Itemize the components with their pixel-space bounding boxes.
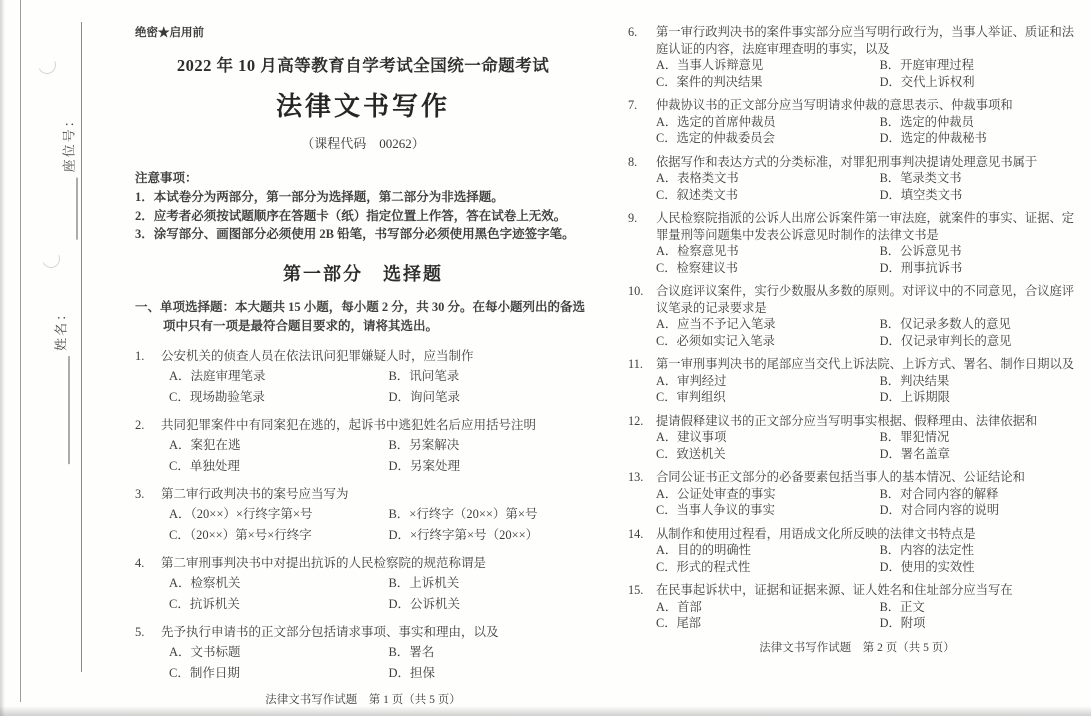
option-a: A．法庭审理笔录 (169, 368, 266, 383)
question-number: 3. (135, 486, 145, 501)
option-c: C．致送机关 (656, 446, 726, 461)
question-item (628, 469, 1086, 519)
option-b: B．讯问笔录 (388, 368, 460, 383)
question-item (135, 622, 591, 685)
option-d: D．询问笔录 (388, 390, 460, 404)
option-c: C．形式的程式性 (656, 559, 751, 574)
option-b: B．上诉机关 (388, 575, 460, 590)
question-stem: 从制作和使用过程看，用语成文化所反映的法律文书特点是 (656, 526, 976, 541)
option-b: B．选定的仲裁员 (879, 114, 974, 129)
option-c: C．抗诉机关 (169, 597, 240, 611)
question-stem: 合同公证书正文部分的必备要素包括当事人的基本情况、公证结论和 (656, 470, 1025, 484)
question-item (135, 553, 591, 616)
course-code: （课程代码 00262） (301, 136, 425, 151)
question-item (628, 356, 1086, 406)
section-title: 第一部分 选择题 (283, 263, 443, 284)
option-d: D．刑事抗诉书 (879, 260, 963, 275)
question-number: 7. (628, 98, 638, 112)
question-stem: 公安机关的侦查人员在依法讯问犯罪嫌疑人时，应当制作 (161, 348, 474, 363)
exam-page-2 (628, 24, 1086, 655)
option-d: D．×行终字第×号（20××） (388, 528, 539, 542)
page-footer: 法律文书写作试题 第 1 页（共 5 页） (265, 693, 461, 706)
option-b: B．正文 (879, 599, 925, 614)
option-a: A．建议事项 (656, 430, 727, 444)
name-text: 姓名： (53, 305, 69, 351)
question-stem: 依据写作和表达方式的分类标准，对罪犯刑事判决提请处理意见书属于 (656, 154, 1038, 169)
question-stem: 合议庭评议案件，实行少数服从多数的原则。对评议中的不同意见，合议庭评议笔录的记录要求是 (656, 284, 1075, 315)
question-number: 2. (135, 417, 145, 432)
question-item (628, 413, 1086, 463)
question-item (628, 582, 1086, 632)
notice-title: 注意事项： (135, 171, 198, 185)
question-stem: 人民检察院指派的公诉人出席公诉案件第一审法庭，就案件的事实、证据、定罪量刑等问题集中发表公诉意见时制作的法律文书是 (656, 211, 1075, 242)
question-item (628, 526, 1086, 576)
question-number: 11. (628, 357, 643, 371)
option-b: B．×行终字（20××）第×号 (388, 506, 538, 521)
option-a: A．检察意见书 (656, 244, 739, 258)
option-a: A．目的的明确性 (656, 543, 751, 557)
scan-artifact (39, 247, 62, 270)
option-a: A．审判经过 (656, 373, 727, 388)
option-b: B．笔录类文书 (879, 171, 962, 185)
question-stem: 共同犯罪案件中有同案犯在逃的，起诉书中逃犯姓名后应用括号注明 (161, 417, 537, 432)
notice-item: 2．应考者必须按试题顺序在答题卡（纸）指定位置上作答，答在试卷上无效。 (135, 208, 567, 223)
question-options (628, 486, 1086, 519)
question-number: 5. (135, 624, 145, 639)
option-b: B．开庭审理过程 (879, 58, 974, 72)
seat-number-text: 座位号： (61, 112, 77, 173)
question-stem: 仲裁协议书的正文部分应当写明请求仲裁的意思表示、仲裁事项和 (656, 98, 1013, 112)
option-a: A．应当不予记入笔录 (656, 317, 776, 331)
option-d: D．使用的实效性 (879, 559, 975, 574)
option-b: B．罪犯情况 (879, 430, 950, 444)
option-a: A．文书标题 (169, 644, 241, 659)
notice-item: 3．涂写部分、画图部分必须使用 2B 铅笔，书写部分必须使用黑色字迹签字笔。 (135, 227, 575, 241)
question-item (135, 415, 591, 478)
option-c: C．检察建议书 (656, 260, 738, 275)
option-b: B．署名 (388, 644, 435, 659)
exam-page-1 (135, 24, 591, 707)
question-options (628, 373, 1086, 406)
exam-session-title: 2022 年 10 月高等教育自学考试全国统一命题考试 (176, 56, 550, 75)
question-options (135, 435, 591, 478)
question-number: 12. (628, 413, 644, 428)
option-a: A．（20××）×行终字第×号 (169, 506, 313, 521)
option-b: B．对合同内容的解释 (879, 486, 999, 501)
subject-title: 法律文书写作 (275, 92, 450, 121)
option-c: C．单独处理 (169, 459, 240, 473)
option-d: D．署名盖章 (879, 446, 950, 461)
question-options (135, 642, 591, 685)
option-d: D．附项 (879, 616, 926, 630)
option-d: D．担保 (388, 666, 435, 680)
question-options (628, 599, 1086, 632)
seal-margin-inner-rule (81, 22, 82, 672)
question-number: 1. (135, 348, 145, 363)
option-a: A．检察机关 (169, 575, 241, 590)
option-d: D．填空类文书 (879, 187, 963, 202)
section-instruction: 一、单项选择题：本大题共 15 小题，每小题 2 分，共 30 分。在每小题列出的备选项中只有一项是最符合题目要求的，请将其选出。 (135, 299, 586, 333)
option-c: C．案件的判决结果 (656, 74, 763, 89)
option-c: C．当事人争议的事实 (656, 503, 775, 517)
option-b: B．判决结果 (879, 373, 950, 388)
option-c: C．制作日期 (169, 666, 240, 680)
question-stem: 第二审行政判决书的案号应当写为 (161, 486, 349, 501)
question-number: 4. (135, 555, 145, 570)
name-blank (57, 356, 70, 464)
option-b: B．另案解决 (388, 437, 460, 452)
option-c: C．尾部 (656, 616, 702, 630)
security-classification: 绝密★启用前 (135, 27, 204, 39)
option-d: D．公诉机关 (388, 597, 460, 611)
option-a: A．当事人诉辩意见 (656, 58, 764, 72)
option-c: C．现场勘验笔录 (169, 390, 265, 404)
question-item (135, 346, 591, 409)
notice-item: 1．本试卷分为两部分，第一部分为选择题，第二部分为非选择题。 (135, 190, 504, 204)
question-options (135, 366, 591, 409)
option-a: A．案犯在逃 (169, 437, 241, 452)
question-item (628, 97, 1086, 147)
name-label (51, 306, 70, 464)
question-number: 8. (628, 154, 638, 169)
option-a: A．公证处审查的事实 (656, 486, 776, 501)
scan-artifact (35, 53, 58, 76)
option-c: C．选定的仲裁委员会 (656, 131, 775, 145)
option-a: A．选定的首席仲裁员 (656, 114, 776, 129)
option-b: B．内容的法定性 (879, 543, 974, 557)
seal-margin-outer-rule (20, 0, 21, 702)
option-c: C．必须如实记入笔录 (656, 333, 775, 348)
question-number: 10. (628, 284, 644, 298)
option-b: B．公诉意见书 (879, 244, 962, 258)
question-item (628, 24, 1086, 90)
option-d: D．交代上诉权利 (879, 74, 975, 89)
option-d: D．上诉期限 (879, 390, 950, 404)
scan-bottom-edge (0, 706, 1091, 716)
option-d: D．选定的仲裁秘书 (879, 131, 987, 145)
question-item (628, 210, 1086, 276)
question-options (628, 170, 1086, 203)
question-options (628, 243, 1086, 276)
seat-number-label (59, 112, 78, 239)
option-d: D．另案处理 (388, 459, 460, 473)
question-options (628, 542, 1086, 575)
option-a: A．首部 (656, 599, 702, 614)
question-options (628, 429, 1086, 462)
question-options (135, 504, 591, 547)
option-c: C．审判组织 (656, 390, 726, 404)
question-item (628, 283, 1086, 349)
seat-number-blank (65, 178, 78, 240)
page-footer: 法律文书写作试题 第 2 页（共 5 页） (759, 641, 955, 654)
option-c: C．（20××）第×号×行终字 (169, 528, 312, 542)
question-number: 6. (628, 25, 638, 39)
question-stem: 在民事起诉状中，证据和证据来源、证人姓名和住址部分应当写在 (656, 583, 1013, 597)
question-number: 13. (628, 470, 644, 484)
question-item (135, 484, 591, 547)
question-number: 14. (628, 526, 644, 541)
question-item (628, 154, 1086, 204)
question-stem: 第一审行政判决书的案件事实部分应当写明行政行为，当事人举证、质证和法庭认证的内容，法庭审理查明的事实，以及 (656, 25, 1075, 56)
question-stem: 第一审刑事判决书的尾部应当交代上诉法院、上诉方式、署名、制作日期以及 (656, 357, 1075, 371)
scan-left-edge (0, 0, 5, 716)
question-options (628, 57, 1086, 90)
question-options (628, 114, 1086, 147)
option-c: C．叙述类文书 (656, 187, 738, 202)
option-b: B．仅记录多数人的意见 (879, 317, 1011, 331)
option-a: A．表格类文书 (656, 171, 739, 185)
option-d: D．对合同内容的说明 (879, 503, 1000, 517)
question-number: 9. (628, 211, 638, 225)
question-stem: 提请假释建议书的正文部分应当写明事实根据、假释理由、法律依据和 (656, 413, 1038, 428)
question-stem: 第二审刑事判决书中对提出抗诉的人民检察院的规范称谓是 (161, 555, 487, 570)
question-stem: 先予执行申请书的正文部分包括请求事项、事实和理由，以及 (161, 624, 499, 639)
question-options (628, 316, 1086, 349)
question-number: 15. (628, 583, 644, 597)
question-options (135, 573, 591, 616)
option-d: D．仅记录审判长的意见 (879, 333, 1012, 348)
